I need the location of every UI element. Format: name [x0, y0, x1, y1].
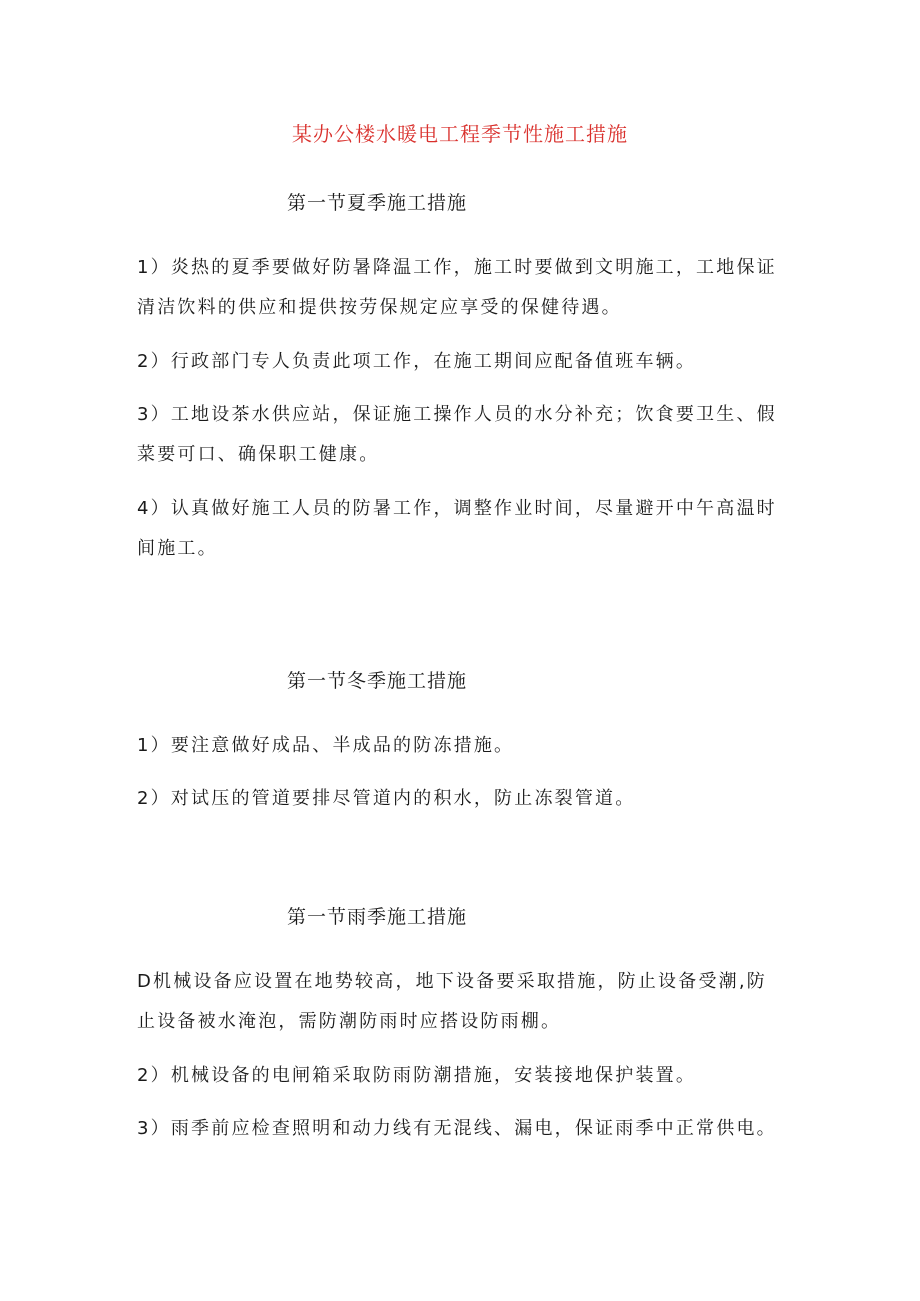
rainy-item-3: 3）雨季前应检查照明和动力线有无混线、漏电，保证雨季中正常供电。	[137, 1118, 777, 1139]
section-heading-summer: 第一节夏季施工措施	[287, 192, 468, 214]
rainy-item-1: D机械设备应设置在地势较高，地下设备要采取措施，防止设备受潮,防止设备被水淹泡，需防潮防雨时应搭设防雨棚。	[137, 971, 767, 1032]
summer-item-4: 4）认真做好施工人员的防暑工作，调整作业时间，尽量避开中午高温时间施工。	[137, 498, 777, 559]
summer-item-2: 2）行政部门专人负责此项工作，在施工期间应配备值班车辆。	[137, 351, 697, 372]
document-title: 某办公楼水暖电工程季节性施工措施	[292, 122, 628, 146]
winter-item-2: 2）对试压的管道要排尽管道内的积水，防止冻裂管道。	[137, 788, 636, 809]
section-heading-rainy: 第一节雨季施工措施	[287, 906, 468, 928]
section-heading-winter: 第一节冬季施工措施	[287, 670, 468, 692]
summer-item-3: 3）工地设茶水供应站，保证施工操作人员的水分补充；饮食要卫生、假菜要可口、确保职工健康。	[137, 404, 777, 465]
rainy-item-2: 2）机械设备的电闸箱采取防雨防潮措施，安装接地保护装置。	[137, 1065, 697, 1086]
summer-item-1: 1）炎热的夏季要做好防暑降温工作，施工时要做到文明施工，工地保证清洁饮料的供应和提供按劳保规定应享受的保健待遇。	[137, 257, 777, 318]
winter-item-1: 1）要注意做好成品、半成品的防冻措施。	[137, 735, 515, 756]
